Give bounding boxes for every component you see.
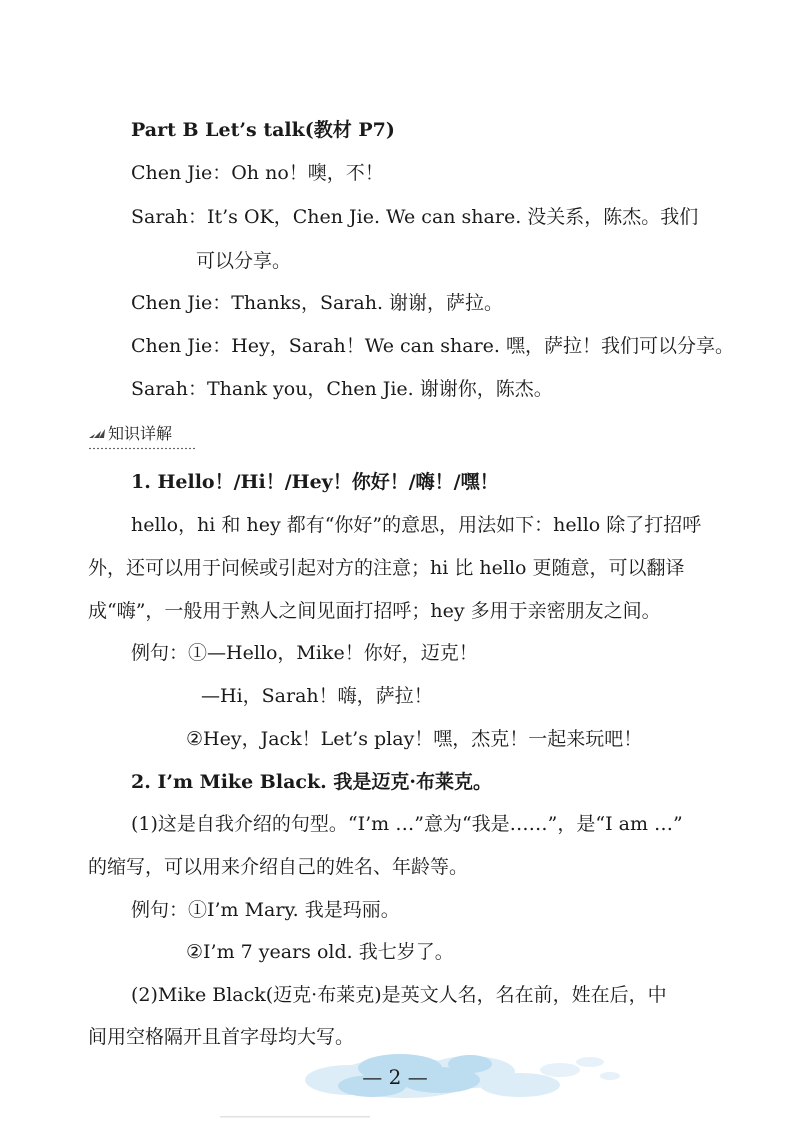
example-line: ②I’m 7 years old. 我七岁了。 — [186, 941, 454, 963]
example-line: —Hi，Sarah！嗨，萨拉！ — [201, 685, 433, 707]
example-line: 例句：①I’m Mary. 我是玛丽。 — [131, 899, 400, 921]
section-header-knowledge — [88, 424, 198, 446]
explanation-line: (2)Mike Black(迈克·布莱克)是英文人名，名在前，姓在后，中 — [131, 984, 667, 1006]
example-line: ②Hey，Jack！Let’s play！嘿，杰克！一起来玩吧！ — [186, 728, 643, 750]
pen-nib-icon — [88, 428, 106, 440]
explanation-line: hello，hi 和 hey 都有“你好”的意思，用法如下：hello 除了打招呼 — [131, 514, 702, 536]
dialogue-line: Chen Jie：Oh no！噢，不！ — [131, 162, 384, 184]
dialogue-line: Chen Jie：Hey，Sarah！We can share. 嘿，萨拉！我们可以分享。 — [131, 335, 735, 357]
dialogue-line: Sarah：It’s OK，Chen Jie. We can share. 没关系，陈杰。我们 — [131, 206, 699, 228]
point-heading: 1. Hello！/Hi！/Hey！你好！/嗨！/嘿！ — [131, 471, 499, 493]
dialogue-line: Sarah：Thank you，Chen Jie. 谢谢你，陈杰。 — [131, 378, 553, 400]
dialogue-heading: Part B Let’s talk(教材 P7) — [131, 119, 395, 141]
dialogue-line: Chen Jie：Thanks，Sarah. 谢谢，萨拉。 — [131, 292, 504, 314]
explanation-line: (1)这是自我介绍的句型。“I’m …”意为“我是……”，是“I am …” — [131, 813, 683, 835]
example-line: 例句：①—Hello，Mike！你好，迈克！ — [131, 642, 478, 664]
explanation-line: 成“嗨”，一般用于熟人之间见面打招呼；hey 多用于亲密朋友之间。 — [88, 600, 661, 622]
section-label: 知识详解 — [108, 424, 173, 443]
page-number: — 2 — — [362, 1065, 428, 1089]
dotted-divider — [88, 447, 196, 450]
explanation-line: 间用空格隔开且首字母均大写。 — [88, 1026, 355, 1048]
explanation-line: 外，还可以用于问候或引起对方的注意；hi 比 hello 更随意，可以翻译 — [88, 557, 685, 579]
dialogue-line-continued: 可以分享。 — [196, 250, 292, 272]
explanation-line: 的缩写，可以用来介绍自己的姓名、年龄等。 — [88, 856, 469, 878]
point-heading: 2. I’m Mike Black. 我是迈克·布莱克。 — [131, 771, 492, 793]
page-footer — [0, 1030, 800, 1129]
